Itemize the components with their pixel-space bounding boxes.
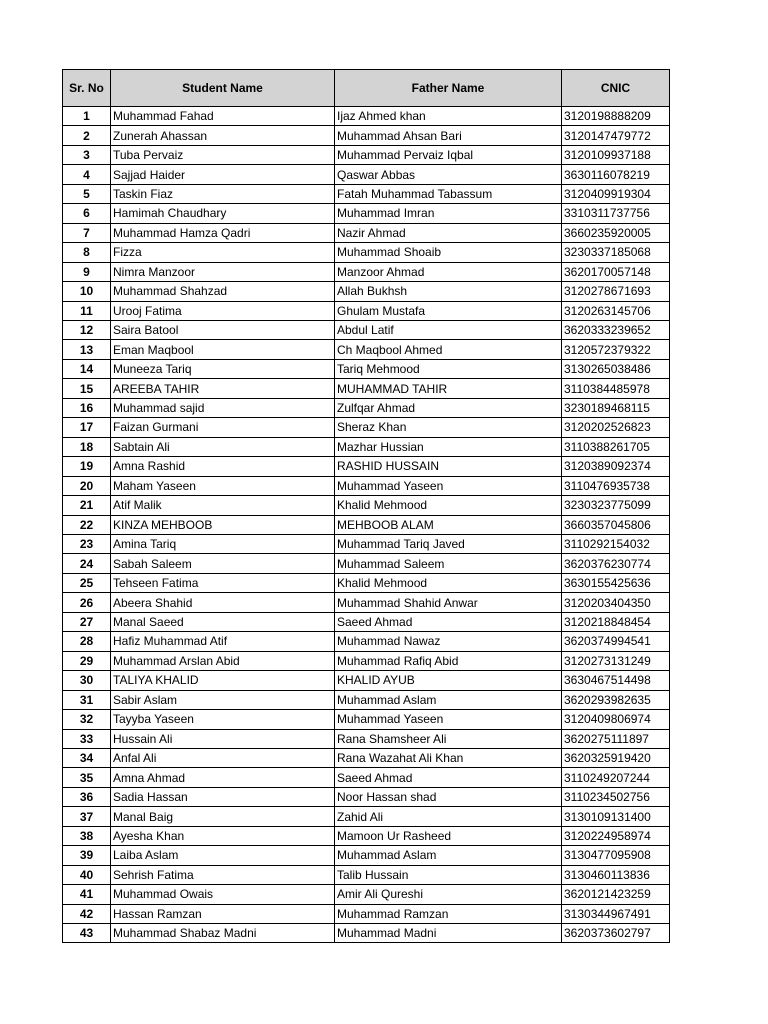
sr-no-cell: 29: [63, 651, 111, 670]
father-name-cell: MUHAMMAD TAHIR: [335, 379, 562, 398]
student-name-cell: Zunerah Ahassan: [111, 126, 335, 145]
cnic-cell: 3620170057148: [562, 262, 670, 281]
table-row: [63, 262, 670, 281]
father-name-cell: Rana Wazahat Ali Khan: [335, 748, 562, 767]
cnic-cell: 3620373602797: [562, 924, 670, 943]
student-name-cell: Sadia Hassan: [111, 787, 335, 806]
student-name-cell: Fizza: [111, 243, 335, 262]
cnic-cell: 3120273131249: [562, 651, 670, 670]
table-row: [63, 924, 670, 943]
sr-no-cell: 32: [63, 710, 111, 729]
student-name-cell: Amna Ahmad: [111, 768, 335, 787]
cnic-cell: 3110476935738: [562, 476, 670, 495]
table-row: [63, 282, 670, 301]
cnic-cell: 3120147479772: [562, 126, 670, 145]
cnic-cell: 3120109937188: [562, 145, 670, 164]
student-name-cell: Tehseen Fatima: [111, 573, 335, 592]
student-name-cell: Ayesha Khan: [111, 826, 335, 845]
sr-no-cell: 30: [63, 671, 111, 690]
sr-no-cell: 25: [63, 573, 111, 592]
sr-no-cell: 12: [63, 320, 111, 339]
sr-no-cell: 33: [63, 729, 111, 748]
table-row: [63, 651, 670, 670]
cnic-cell: 3110292154032: [562, 534, 670, 553]
sr-no-cell: 14: [63, 359, 111, 378]
student-name-cell: Tayyba Yaseen: [111, 710, 335, 729]
student-name-cell: Muhammad sajid: [111, 398, 335, 417]
father-name-cell: Ch Maqbool Ahmed: [335, 340, 562, 359]
student-name-cell: Sehrish Fatima: [111, 865, 335, 884]
cnic-cell: 3660357045806: [562, 515, 670, 534]
father-name-cell: Tariq Mehmood: [335, 359, 562, 378]
father-name-cell: Muhammad Madni: [335, 924, 562, 943]
student-name-cell: Muhammad Shahzad: [111, 282, 335, 301]
father-name-cell: Saeed Ahmad: [335, 768, 562, 787]
table-row: [63, 243, 670, 262]
table-row: [63, 885, 670, 904]
table-row: [63, 165, 670, 184]
sr-no-cell: 6: [63, 204, 111, 223]
table-row: [63, 554, 670, 573]
cnic-cell: 3130109131400: [562, 807, 670, 826]
header-father-name: Father Name: [335, 70, 562, 107]
student-name-cell: Hassan Ramzan: [111, 904, 335, 923]
sr-no-cell: 34: [63, 748, 111, 767]
table-row: [63, 457, 670, 476]
student-name-cell: Sabir Aslam: [111, 690, 335, 709]
cnic-cell: 3620293982635: [562, 690, 670, 709]
cnic-cell: 3310311737756: [562, 204, 670, 223]
father-name-cell: MEHBOOB ALAM: [335, 515, 562, 534]
sr-no-cell: 17: [63, 418, 111, 437]
student-table: [62, 69, 670, 943]
table-row: [63, 301, 670, 320]
father-name-cell: Muhammad Yaseen: [335, 476, 562, 495]
sr-no-cell: 43: [63, 924, 111, 943]
table-row: [63, 515, 670, 534]
sr-no-cell: 22: [63, 515, 111, 534]
student-name-cell: Abeera Shahid: [111, 593, 335, 612]
table-row: [63, 826, 670, 845]
cnic-cell: 3120572379322: [562, 340, 670, 359]
sr-no-cell: 28: [63, 632, 111, 651]
table-row: [63, 359, 670, 378]
student-name-cell: Maham Yaseen: [111, 476, 335, 495]
cnic-cell: 3130265038486: [562, 359, 670, 378]
father-name-cell: Amir Ali Qureshi: [335, 885, 562, 904]
student-name-cell: AREEBA TAHIR: [111, 379, 335, 398]
student-name-cell: Muhammad Arslan Abid: [111, 651, 335, 670]
table-row: [63, 340, 670, 359]
sr-no-cell: 18: [63, 437, 111, 456]
table-row: [63, 573, 670, 592]
cnic-cell: 3120224958974: [562, 826, 670, 845]
sr-no-cell: 16: [63, 398, 111, 417]
student-name-cell: Faizan Gurmani: [111, 418, 335, 437]
table-row: [63, 145, 670, 164]
sr-no-cell: 26: [63, 593, 111, 612]
sr-no-cell: 9: [63, 262, 111, 281]
table-row: [63, 710, 670, 729]
father-name-cell: Qaswar Abbas: [335, 165, 562, 184]
student-name-cell: Muhammad Hamza Qadri: [111, 223, 335, 242]
header-student-name: Student Name: [111, 70, 335, 107]
father-name-cell: Muhammad Pervaiz Iqbal: [335, 145, 562, 164]
table-row: [63, 437, 670, 456]
student-name-cell: Hussain Ali: [111, 729, 335, 748]
table-row: [63, 223, 670, 242]
student-name-cell: Muhammad Owais: [111, 885, 335, 904]
student-name-cell: Atif Malik: [111, 496, 335, 515]
father-name-cell: Saeed Ahmad: [335, 612, 562, 631]
sr-no-cell: 41: [63, 885, 111, 904]
table-row: [63, 476, 670, 495]
father-name-cell: Muhammad Rafiq Abid: [335, 651, 562, 670]
table-row: [63, 632, 670, 651]
sr-no-cell: 2: [63, 126, 111, 145]
student-name-cell: Manal Saeed: [111, 612, 335, 631]
father-name-cell: Zahid Ali: [335, 807, 562, 826]
sr-no-cell: 13: [63, 340, 111, 359]
table-row: [63, 398, 670, 417]
sr-no-cell: 36: [63, 787, 111, 806]
sr-no-cell: 19: [63, 457, 111, 476]
student-name-cell: Muhammad Fahad: [111, 107, 335, 126]
father-name-cell: Muhammad Imran: [335, 204, 562, 223]
sr-no-cell: 24: [63, 554, 111, 573]
cnic-cell: 3230337185068: [562, 243, 670, 262]
father-name-cell: Muhammad Ahsan Bari: [335, 126, 562, 145]
table-row: [63, 787, 670, 806]
father-name-cell: Muhammad Shoaib: [335, 243, 562, 262]
cnic-cell: 3660235920005: [562, 223, 670, 242]
table-row: [63, 865, 670, 884]
sr-no-cell: 37: [63, 807, 111, 826]
father-name-cell: Muhammad Saleem: [335, 554, 562, 573]
table-row: [63, 748, 670, 767]
father-name-cell: Muhammad Aslam: [335, 846, 562, 865]
sr-no-cell: 5: [63, 184, 111, 203]
sr-no-cell: 1: [63, 107, 111, 126]
student-name-cell: Sabtain Ali: [111, 437, 335, 456]
sr-no-cell: 3: [63, 145, 111, 164]
student-name-cell: Amna Rashid: [111, 457, 335, 476]
student-name-cell: Tuba Pervaiz: [111, 145, 335, 164]
father-name-cell: Muhammad Shahid Anwar: [335, 593, 562, 612]
father-name-cell: Abdul Latif: [335, 320, 562, 339]
header-row: [63, 70, 670, 107]
table-row: [63, 320, 670, 339]
sr-no-cell: 7: [63, 223, 111, 242]
cnic-cell: 3130477095908: [562, 846, 670, 865]
student-name-cell: Muhammad Shabaz Madni: [111, 924, 335, 943]
father-name-cell: Manzoor Ahmad: [335, 262, 562, 281]
sr-no-cell: 35: [63, 768, 111, 787]
father-name-cell: Muhammad Ramzan: [335, 904, 562, 923]
cnic-cell: 3110234502756: [562, 787, 670, 806]
sr-no-cell: 31: [63, 690, 111, 709]
father-name-cell: Muhammad Aslam: [335, 690, 562, 709]
sr-no-cell: 10: [63, 282, 111, 301]
table-row: [63, 768, 670, 787]
table-row: [63, 904, 670, 923]
cnic-cell: 3130344967491: [562, 904, 670, 923]
student-name-cell: Anfal Ali: [111, 748, 335, 767]
father-name-cell: Fatah Muhammad Tabassum: [335, 184, 562, 203]
sr-no-cell: 23: [63, 534, 111, 553]
cnic-cell: 3120409919304: [562, 184, 670, 203]
father-name-cell: Ijaz Ahmed khan: [335, 107, 562, 126]
father-name-cell: KHALID AYUB: [335, 671, 562, 690]
father-name-cell: Mazhar Hussian: [335, 437, 562, 456]
father-name-cell: RASHID HUSSAIN: [335, 457, 562, 476]
cnic-cell: 3230189468115: [562, 398, 670, 417]
student-name-cell: Nimra Manzoor: [111, 262, 335, 281]
table-row: [63, 612, 670, 631]
father-name-cell: Noor Hassan shad: [335, 787, 562, 806]
table-row: [63, 729, 670, 748]
table-row: [63, 204, 670, 223]
sr-no-cell: 27: [63, 612, 111, 631]
sr-no-cell: 11: [63, 301, 111, 320]
student-name-cell: Laiba Aslam: [111, 846, 335, 865]
student-name-cell: Sabah Saleem: [111, 554, 335, 573]
cnic-cell: 3120198888209: [562, 107, 670, 126]
sr-no-cell: 42: [63, 904, 111, 923]
father-name-cell: Rana Shamsheer Ali: [335, 729, 562, 748]
student-name-cell: Hamimah Chaudhary: [111, 204, 335, 223]
table-row: [63, 593, 670, 612]
cnic-cell: 3120203404350: [562, 593, 670, 612]
student-name-cell: Manal Baig: [111, 807, 335, 826]
header-cnic: CNIC: [562, 70, 670, 107]
sr-no-cell: 39: [63, 846, 111, 865]
father-name-cell: Ghulam Mustafa: [335, 301, 562, 320]
sr-no-cell: 40: [63, 865, 111, 884]
cnic-cell: 3620374994541: [562, 632, 670, 651]
student-name-cell: Eman Maqbool: [111, 340, 335, 359]
cnic-cell: 3120202526823: [562, 418, 670, 437]
cnic-cell: 3620333239652: [562, 320, 670, 339]
table-row: [63, 807, 670, 826]
cnic-cell: 3120409806974: [562, 710, 670, 729]
sr-no-cell: 21: [63, 496, 111, 515]
cnic-cell: 3120389092374: [562, 457, 670, 476]
table-row: [63, 126, 670, 145]
table-row: [63, 496, 670, 515]
table-row: [63, 418, 670, 437]
cnic-cell: 3120263145706: [562, 301, 670, 320]
student-name-cell: Amina Tariq: [111, 534, 335, 553]
student-name-cell: Muneeza Tariq: [111, 359, 335, 378]
father-name-cell: Talib Hussain: [335, 865, 562, 884]
sr-no-cell: 38: [63, 826, 111, 845]
table-row: [63, 379, 670, 398]
cnic-cell: 3110384485978: [562, 379, 670, 398]
cnic-cell: 3110249207244: [562, 768, 670, 787]
father-name-cell: Nazir Ahmad: [335, 223, 562, 242]
cnic-cell: 3620325919420: [562, 748, 670, 767]
cnic-cell: 3620275111897: [562, 729, 670, 748]
student-name-cell: Hafiz Muhammad Atif: [111, 632, 335, 651]
sr-no-cell: 20: [63, 476, 111, 495]
cnic-cell: 3230323775099: [562, 496, 670, 515]
cnic-cell: 3620376230774: [562, 554, 670, 573]
sr-no-cell: 8: [63, 243, 111, 262]
father-name-cell: Allah Bukhsh: [335, 282, 562, 301]
student-name-cell: Sajjad Haider: [111, 165, 335, 184]
cnic-cell: 3120278671693: [562, 282, 670, 301]
cnic-cell: 3110388261705: [562, 437, 670, 456]
table-row: [63, 184, 670, 203]
sr-no-cell: 15: [63, 379, 111, 398]
table-row: [63, 846, 670, 865]
sr-no-cell: 4: [63, 165, 111, 184]
table-row: [63, 107, 670, 126]
father-name-cell: Muhammad Nawaz: [335, 632, 562, 651]
father-name-cell: Zulfqar Ahmad: [335, 398, 562, 417]
cnic-cell: 3630467514498: [562, 671, 670, 690]
cnic-cell: 3130460113836: [562, 865, 670, 884]
header-sr-no: Sr. No: [63, 70, 111, 107]
student-name-cell: Urooj Fatima: [111, 301, 335, 320]
father-name-cell: Sheraz Khan: [335, 418, 562, 437]
student-name-cell: TALIYA KHALID: [111, 671, 335, 690]
student-name-cell: Taskin Fiaz: [111, 184, 335, 203]
table-row: [63, 690, 670, 709]
father-name-cell: Khalid Mehmood: [335, 496, 562, 515]
table-row: [63, 534, 670, 553]
cnic-cell: 3620121423259: [562, 885, 670, 904]
father-name-cell: Muhammad Tariq Javed: [335, 534, 562, 553]
table-row: [63, 671, 670, 690]
cnic-cell: 3630116078219: [562, 165, 670, 184]
student-name-cell: KINZA MEHBOOB: [111, 515, 335, 534]
father-name-cell: Khalid Mehmood: [335, 573, 562, 592]
cnic-cell: 3630155425636: [562, 573, 670, 592]
cnic-cell: 3120218848454: [562, 612, 670, 631]
father-name-cell: Mamoon Ur Rasheed: [335, 826, 562, 845]
student-name-cell: Saira Batool: [111, 320, 335, 339]
father-name-cell: Muhammad Yaseen: [335, 710, 562, 729]
